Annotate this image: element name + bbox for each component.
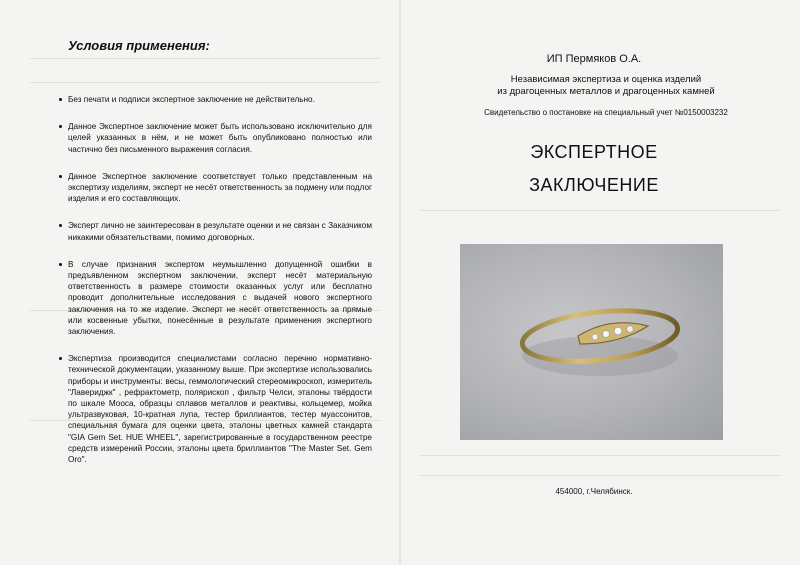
terms-item-text: Данное Экспертное заключение соответствует только представленным на экспертизу изделиям, эксперт не несёт ответственность за подмену или подлог изделия и его составляющих.: [68, 171, 372, 204]
bullet-icon: [59, 357, 62, 360]
terms-item: [62, 94, 372, 105]
right-page: [400, 0, 800, 565]
terms-item-text: Без печати и подписи экспертное заключение не действительно.: [68, 95, 315, 104]
ghost-line: [30, 82, 380, 83]
registration-certificate: Свидетельство о постановке на специальный учет №0150003232: [484, 108, 728, 117]
terms-item: [62, 121, 372, 155]
bullet-icon: [59, 125, 62, 128]
company-description-line: из драгоценных металлов и драгоценных камней: [497, 85, 715, 97]
address: 454000, г.Челябинск.: [555, 487, 633, 496]
ghost-line: [30, 58, 380, 59]
terms-title: Условия применения:: [68, 38, 210, 53]
terms-item: [62, 171, 372, 205]
terms-item: [62, 259, 372, 337]
terms-item-text: Экспертиза производится специалистами согласно перечню нормативно-технической документации, указанному выше. При экспертизе использовались приборы и инструменты: весы, геммологический стереомикроскоп, измеритель "Лавериджк" , рефрактометр, полярископ , фильтр Челси, эталоны твёрдости по шкале Мооса, образцы сплавов металлов и реактивы, кольцемер, мойка ультразвуковая, 10-кратная лупа, тестер бриллиантов, тестер муассонитов, специальная бумага для оценки цвета, эталоны цветных камней стандарта "GIA Gem Set. HUE WHEEL", зарегистрированные в государственном реестре средств измерений России, эталоны цвета бриллиантов "The Master Set. Gem Oro".: [68, 354, 372, 465]
document-heading-line-2: ЗАКЛЮЧЕНИЕ: [529, 175, 659, 195]
document-heading-line-1: ЭКСПЕРТНОЕ: [530, 142, 658, 162]
terms-item: [62, 353, 372, 465]
bullet-icon: [59, 175, 62, 178]
terms-list: [62, 94, 372, 481]
ring-photo: [460, 244, 723, 440]
terms-item-text: Эксперт лично не заинтересован в результате оценки и не связан с Заказчиком никакими обязательствами, помимо договорных.: [68, 221, 372, 242]
terms-item-text: Данное Экспертное заключение может быть использовано исключительно для целей указанных в нём, и не может быть опубликовано полностью или частично без письменного выражения согласия.: [68, 122, 372, 154]
terms-item-text: В случае признания экспертом неумышленно допущенной ошибки в предъявленном экспертном заключении, эксперт несёт материальную ответственность в размере стоимости оказанных услуг или бесплатно проводит дополнительные исследования с выдачей нового экспертного заключения на то же изделие. Эксперт не несёт ответственность за прямые или косвенные убытки, понесённые в результате применения экспертного заключения.: [68, 259, 372, 337]
company-description: [406, 74, 800, 97]
bullet-icon: [59, 224, 62, 227]
bullet-icon: [59, 98, 62, 101]
ghost-line: [420, 210, 780, 211]
bullet-icon: [59, 263, 62, 266]
ghost-line: [420, 475, 780, 476]
owner-name: ИП Пермяков О.А.: [546, 53, 642, 65]
company-description-line: Независимая экспертиза и оценка изделий: [510, 74, 702, 85]
gold-ring-image: [460, 244, 723, 440]
terms-item: [62, 220, 372, 242]
ghost-line: [420, 455, 780, 456]
